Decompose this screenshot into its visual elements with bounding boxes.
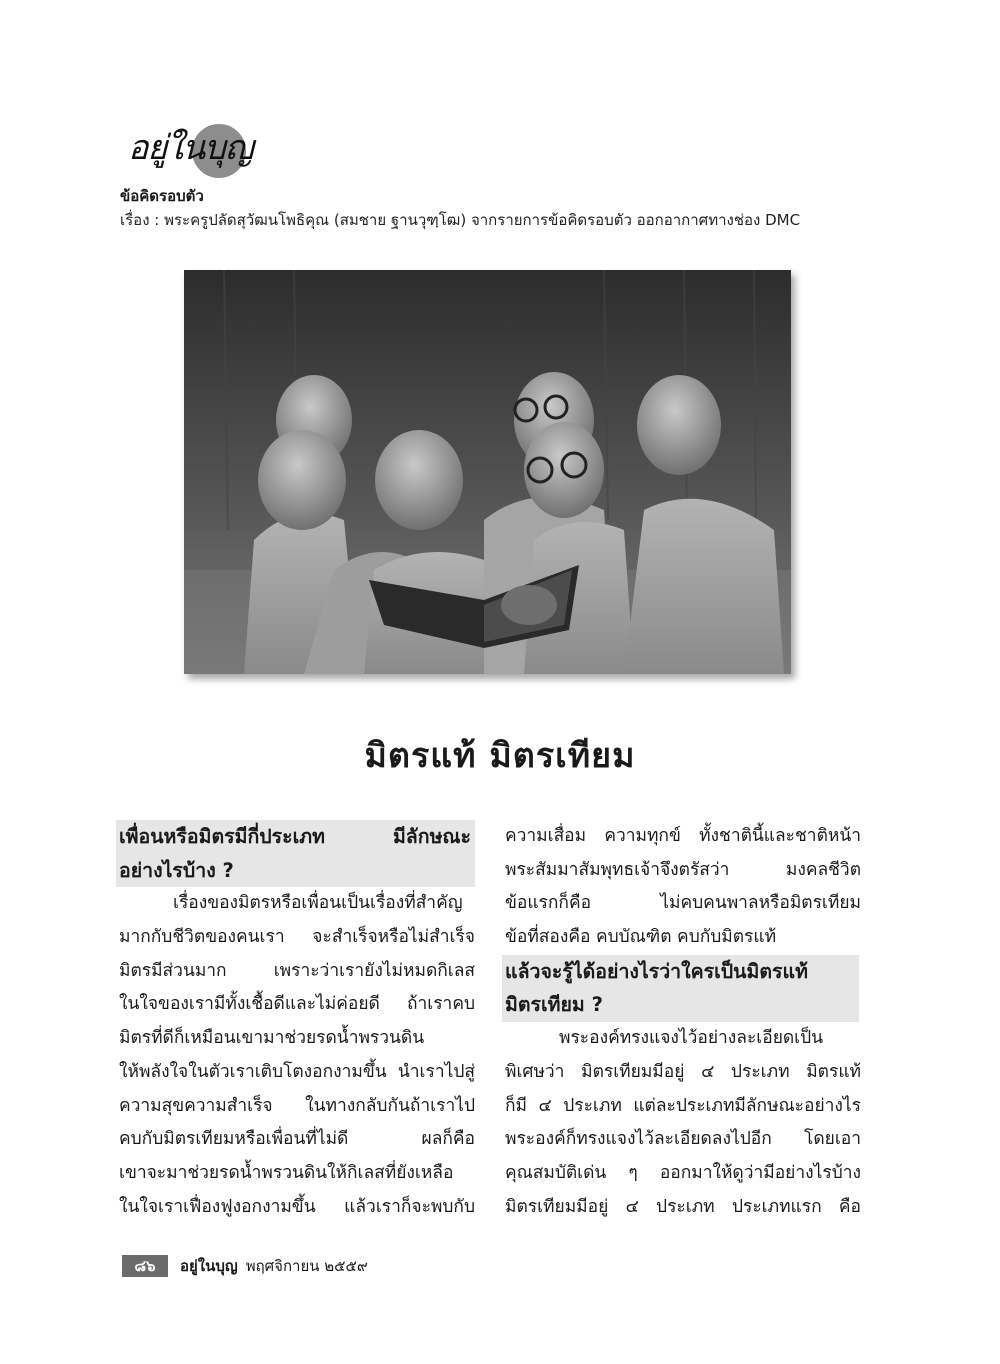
logo-text: อยู่ในบุญ bbox=[128, 128, 253, 168]
issue-date: พฤศจิกายน ๒๕๕๙ bbox=[245, 1257, 368, 1275]
question-heading bbox=[502, 955, 859, 1022]
paragraph-line: คุณสมบัติเด่น ๆ ออกมาให้ดูว่ามีอย่างไรบ้าง bbox=[505, 1162, 861, 1183]
paragraph-line: พระองค์ก็ทรงแจงไว้ละเอียดลงไปอีก โดยเอา bbox=[505, 1129, 861, 1150]
paragraph-line: มิตรเทียมมีอยู่ ๔ ประเภท ประเภทแรก คือ bbox=[505, 1196, 861, 1217]
right-column bbox=[505, 820, 861, 1224]
page-number: ๘๖ bbox=[122, 1255, 168, 1277]
paragraph-line: ความสุขความสำเร็จ ในทางกลับกันถ้าเราไป bbox=[119, 1095, 475, 1116]
paragraph-line: ข้อแรกก็คือ ไม่คบคนพาลหรือมิตรเทียม bbox=[505, 893, 861, 914]
paragraph-line: พระองค์ทรงแจงไว้อย่างละเอียดเป็น bbox=[559, 1028, 824, 1049]
question-line: มิตรเทียม ? bbox=[505, 993, 603, 1017]
question-heading bbox=[116, 820, 475, 887]
paragraph-line: มิตรมีส่วนมาก เพราะว่าเรายังไม่หมดกิเลส bbox=[119, 960, 475, 981]
question-line: แล้วจะรู้ได้อย่างไรว่าใครเป็นมิตรแท้ bbox=[505, 959, 808, 983]
paragraph-line: ให้พลังใจในตัวเราเติบโตงอกงามขึ้น นำเราไปสู่ bbox=[119, 1061, 475, 1082]
question-line: เพื่อนหรือมิตรมีกี่ประเภท มีลักษณะ bbox=[119, 825, 471, 848]
magazine-name: อยู่ในบุญ bbox=[180, 1257, 238, 1275]
paragraph-line: ในใจของเรามีทั้งเชื้อดีและไม่ค่อยดี ถ้าเราคบ bbox=[119, 994, 475, 1015]
left-column bbox=[119, 820, 475, 1224]
novice-monks-photo-icon bbox=[184, 270, 791, 674]
paragraph-line: คบกับมิตรเทียมหรือเพื่อนที่ไม่ดี ผลก็คือ bbox=[119, 1129, 475, 1150]
article-title: มิตรแท้ มิตรเทียม bbox=[364, 736, 636, 776]
paragraph-line: ข้อที่สองคือ คบบัณฑิต คบกับมิตรแท้ bbox=[505, 927, 777, 948]
question-line: อย่างไรบ้าง ? bbox=[119, 858, 234, 882]
article-photo bbox=[184, 270, 791, 674]
article-credit: เรื่อง : พระครูปลัดสุวัฒนโพธิคุณ (สมชาย ฐานวุฑฺโฒ) จากรายการข้อคิดรอบตัว ออกอากาศทางช่อง DMC bbox=[120, 211, 801, 229]
paragraph-line: ในใจเราเฟื่องฟูงอกงามขึ้น แล้วเราก็จะพบกับ bbox=[119, 1196, 475, 1217]
paragraph-line: ก็มี ๔ ประเภท แต่ละประเภทมีลักษณะอย่างไร bbox=[505, 1095, 861, 1116]
paragraph-line: มากกับชีวิตของคนเรา จะสำเร็จหรือไม่สำเร็จ bbox=[119, 927, 475, 948]
section-label: ข้อคิดรอบตัว bbox=[120, 187, 204, 205]
paragraph-line: เขาจะมาช่วยรดน้ำพรวนดินให้กิเลสที่ยังเหลือ bbox=[119, 1162, 454, 1183]
paragraph-line: พระสัมมาสัมพุทธเจ้าจึงตรัสว่า มงคลชีวิต bbox=[505, 859, 861, 880]
paragraph-line: ความเสื่อม ความทุกข์ ทั้งชาตินี้และชาติหน้า bbox=[505, 826, 861, 846]
paragraph-line: เรื่องของมิตรหรือเพื่อนเป็นเรื่องที่สำคัญ bbox=[173, 893, 463, 914]
paragraph-line: มิตรที่ดีก็เหมือนเขามาช่วยรดน้ำพรวนดิน bbox=[119, 1028, 425, 1049]
page-footer bbox=[122, 1254, 368, 1278]
magazine-section-logo bbox=[128, 122, 258, 178]
paragraph-line: พิเศษว่า มิตรเทียมมีอยู่ ๔ ประเภท มิตรแท้ bbox=[505, 1061, 861, 1082]
